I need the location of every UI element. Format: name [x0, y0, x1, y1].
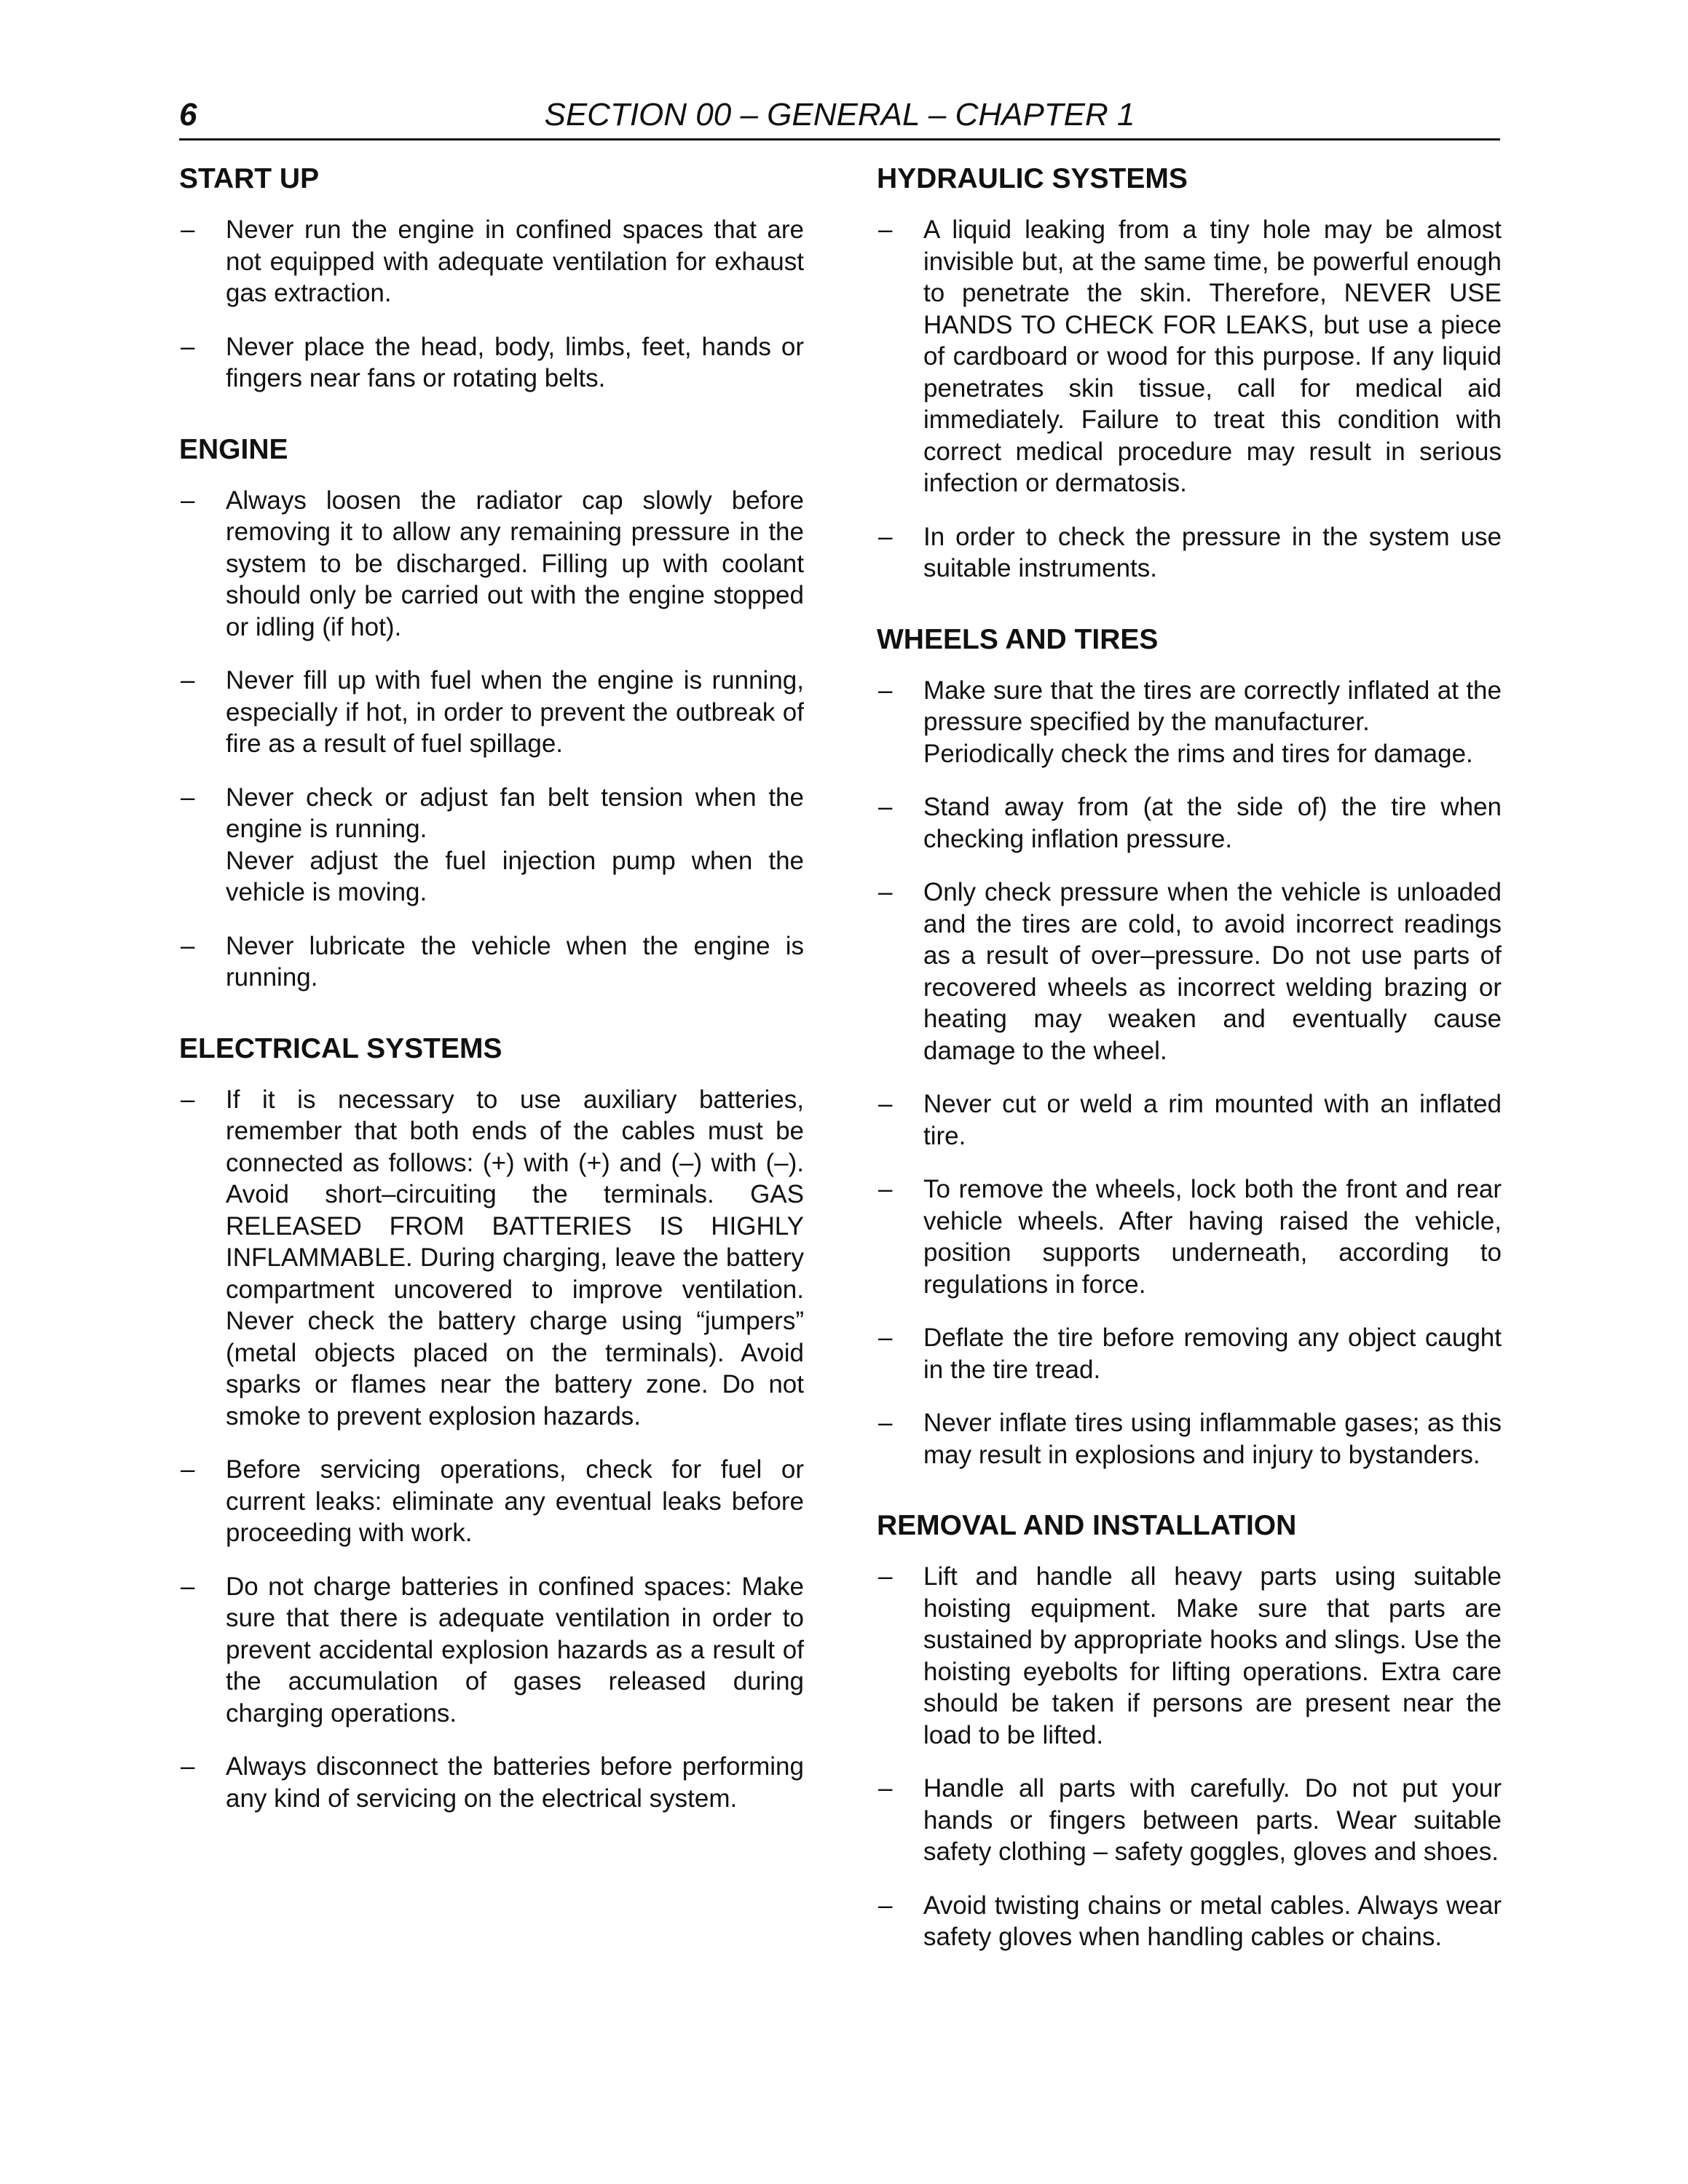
list-item	[877, 521, 1502, 585]
list-item-text: Never fill up with fuel when the engine is running, especially if hot, in order to prevent the outbreak of fire as a result of fuel spillage.	[226, 666, 804, 758]
list-item-text: Deflate the tire before removing any object caught in the tire tread.	[923, 1324, 1502, 1384]
list-item-text: Never place the head, body, limbs, feet, hands or fingers near fans or rotating belts.	[226, 332, 804, 392]
list-item	[179, 331, 804, 395]
list-item-text: Only check pressure when the vehicle is unloaded and the tires are cold, to avoid incorrect readings as a result of over–pressure. Do not use parts of recovered wheels as incorrect welding brazing or heating may weaken and eventually cause damage to the wheel.	[923, 878, 1502, 1065]
list-item-text: To remove the wheels, lock both the front and rear vehicle wheels. After having raised the vehicle, position supports underneath, according to regulations in force.	[923, 1175, 1502, 1299]
list-item-text: Never check or adjust fan belt tension when the engine is running.	[226, 783, 804, 843]
list-item-text: Never adjust the fuel injection pump when the vehicle is moving.	[226, 846, 804, 906]
section-engine	[179, 432, 804, 994]
list-item	[877, 1561, 1502, 1751]
section-electrical-systems	[179, 1032, 804, 1815]
section-removal-and-installation	[877, 1508, 1502, 1953]
list-item	[179, 1454, 804, 1549]
list-item	[877, 1088, 1502, 1152]
list-item	[877, 877, 1502, 1067]
section-heading: WHEELS AND TIRES	[877, 623, 1159, 655]
bullet-list	[877, 1561, 1502, 1953]
section-heading: ENGINE	[179, 433, 288, 465]
list-item	[877, 1322, 1502, 1385]
list-item-text: Periodically check the rims and tires for damage.	[923, 739, 1473, 768]
right-column	[877, 162, 1502, 1991]
list-item-text: Avoid twisting chains or metal cables. Always wear safety gloves when handling cables or chains.	[923, 1891, 1502, 1951]
list-item-text: Do not charge batteries in confined spaces: Make sure that there is adequate ventilation in order to prevent accidental explosion hazards as a result of the accumulation of gases released during charging operations.	[226, 1572, 804, 1728]
list-item-text: If it is necessary to use auxiliary batteries, remember that both ends of the cables must be connected as follows: (+) with (+) and (–) with (–). Avoid short–circuiting the terminals. GAS RELEASED FROM BATTERIES IS HIGHLY INFLAMMABLE. During charging, leave the battery compartment uncovered to improve ventilation. Never check the battery charge using “jumpers” (metal objects placed on the terminals). Avoid sparks or flames near the battery zone. Do not smoke to prevent explosion hazards.	[226, 1085, 804, 1431]
list-item	[179, 782, 804, 909]
list-item-text: A liquid leaking from a tiny hole may be almost invisible but, at the same time, be powerful enough to penetrate the skin. Therefore, NEVER USE HANDS TO CHECK FOR LEAKS, but use a piece of cardboard or wood for this purpose. If any liquid penetrates skin tissue, call for medical aid immediately. Failure to treat this condition with correct medical procedure may result in serious infection or dermatosis.	[923, 215, 1502, 497]
list-item	[179, 1751, 804, 1814]
list-item	[179, 930, 804, 994]
section-heading: HYDRAULIC SYSTEMS	[877, 163, 1188, 194]
list-item	[179, 214, 804, 309]
list-item	[179, 1571, 804, 1730]
list-item-text: In order to check the pressure in the system use suitable instruments.	[923, 522, 1502, 582]
section-heading: START UP	[179, 163, 320, 194]
section-heading: REMOVAL AND INSTALLATION	[877, 1510, 1297, 1541]
list-item-text: Never cut or weld a rim mounted with an inflated tire.	[923, 1090, 1502, 1150]
list-item	[877, 675, 1502, 770]
list-item	[877, 1174, 1502, 1300]
list-item-text: Handle all parts with carefully. Do not put your hands or fingers between parts. Wear suitable safety clothing – safety goggles, gloves and shoes.	[923, 1774, 1502, 1866]
list-item	[877, 1407, 1502, 1471]
list-item-text: Make sure that the tires are correctly inflated at the pressure specified by the manufacturer.	[923, 676, 1502, 736]
bullet-list	[877, 675, 1502, 1471]
page-number: 6	[179, 97, 197, 132]
list-item-text: Lift and handle all heavy parts using suitable hoisting equipment. Make sure that parts are sustained by appropriate hooks and slings. Use the hoisting eyebolts for lifting operations. Extra care should be taken if persons are present near the load to be lifted.	[923, 1562, 1502, 1749]
page-title: SECTION 00 – GENERAL – CHAPTER 1	[544, 97, 1135, 132]
list-item	[179, 1084, 804, 1433]
list-item	[179, 485, 804, 644]
page-header	[179, 93, 1500, 141]
left-column	[179, 162, 804, 1852]
list-item-text: Stand away from (at the side of) the tire when checking inflation pressure.	[923, 793, 1502, 853]
bullet-list	[179, 214, 804, 395]
list-item-text: Always disconnect the batteries before performing any kind of servicing on the electrical system.	[226, 1752, 804, 1813]
section-heading: ELECTRICAL SYSTEMS	[179, 1032, 502, 1064]
list-item	[877, 214, 1502, 499]
list-item	[877, 1773, 1502, 1868]
section-wheels-and-tires	[877, 622, 1502, 1471]
bullet-list	[877, 214, 1502, 585]
section-hydraulic-systems	[877, 162, 1502, 585]
list-item-text: Never run the engine in confined spaces that are not equipped with adequate ventilation for exhaust gas extraction.	[226, 215, 804, 307]
list-item-text: Always loosen the radiator cap slowly before removing it to allow any remaining pressure in the system to be discharged. Filling up with coolant should only be carried out with the engine stopped or idling (if hot).	[226, 486, 804, 641]
list-item-text: Before servicing operations, check for fuel or current leaks: eliminate any eventual leaks before proceeding with work.	[226, 1455, 804, 1547]
list-item-text: Never inflate tires using inflammable gases; as this may result in explosions and injury to bystanders.	[923, 1409, 1502, 1469]
bullet-list	[179, 485, 804, 994]
list-item-text: Never lubricate the vehicle when the engine is running.	[226, 931, 804, 992]
list-item	[877, 1890, 1502, 1953]
section-start-up	[179, 162, 804, 395]
list-item	[179, 665, 804, 760]
list-item	[877, 791, 1502, 855]
bullet-list	[179, 1084, 804, 1815]
